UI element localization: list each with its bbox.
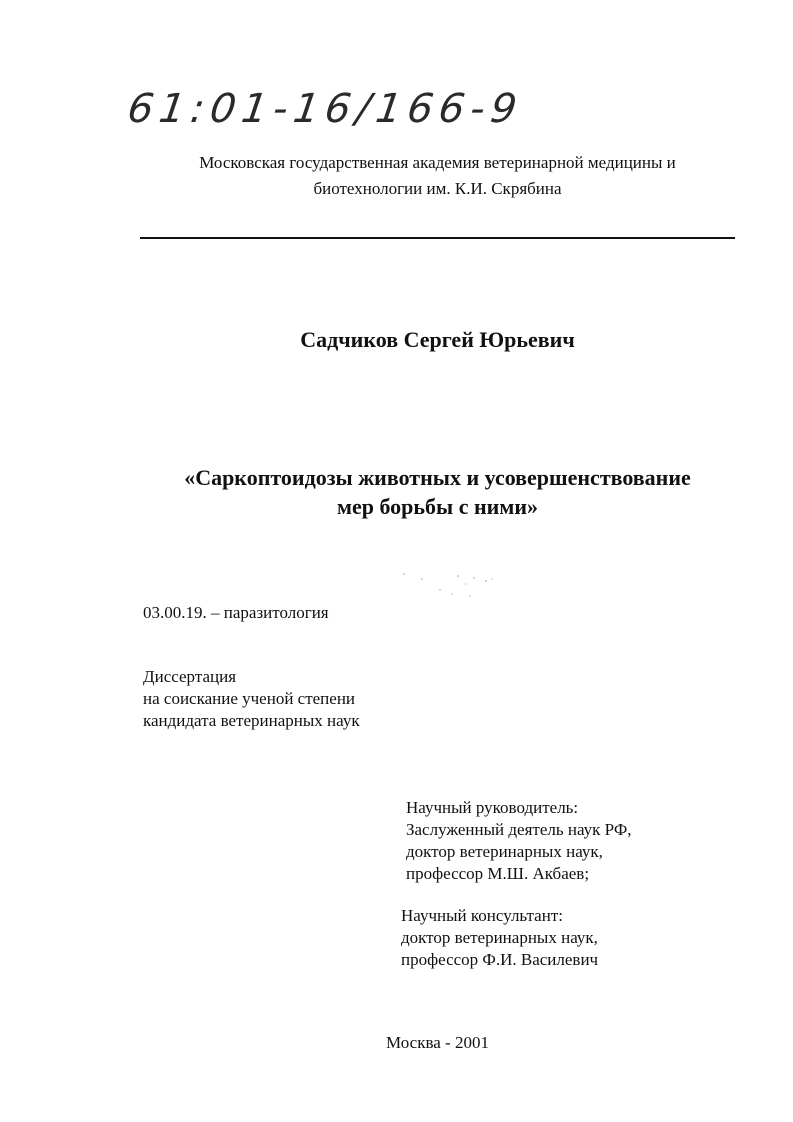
supervisor-line-4: профессор М.Ш. Акбаев; — [406, 864, 590, 883]
institution-line-1: Московская государственная академия ветеринарной медицины и — [199, 153, 676, 172]
specialty-code: 03.00.19. – паразитология — [143, 603, 329, 622]
supervisor-line-3: доктор ветеринарных наук, — [406, 842, 603, 861]
institution-name — [140, 150, 735, 202]
city-year: Москва - 2001 — [386, 1033, 489, 1052]
consultant-line-1: Научный консультант: — [401, 906, 563, 925]
degree-line-1: Диссертация — [143, 667, 237, 686]
consultant-block — [401, 905, 598, 971]
supervisor-block — [406, 797, 632, 885]
author-name: Садчиков Сергей Юрьевич — [300, 327, 575, 352]
title-line-1: «Саркоптоидозы животных и усовершенствование — [184, 465, 691, 490]
supervisor-line-2: Заслуженный деятель наук РФ, — [406, 820, 632, 839]
degree-line-2: на соискание ученой степени — [143, 689, 356, 708]
title-line-2: мер борьбы с ними» — [336, 494, 539, 519]
handwritten-archive-number: 61:01-16/166-9 — [124, 86, 526, 132]
degree-block — [143, 666, 360, 732]
supervisor-line-1: Научный руководитель: — [406, 798, 579, 817]
consultant-line-3: профессор Ф.И. Василевич — [401, 950, 599, 969]
consultant-line-2: доктор ветеринарных наук, — [401, 928, 598, 947]
scan-noise-specks — [400, 570, 510, 600]
horizontal-divider — [140, 237, 735, 239]
dissertation-title — [140, 463, 735, 521]
institution-line-2: биотехнологии им. К.И. Скрябина — [313, 179, 562, 198]
degree-line-3: кандидата ветеринарных наук — [143, 711, 360, 730]
